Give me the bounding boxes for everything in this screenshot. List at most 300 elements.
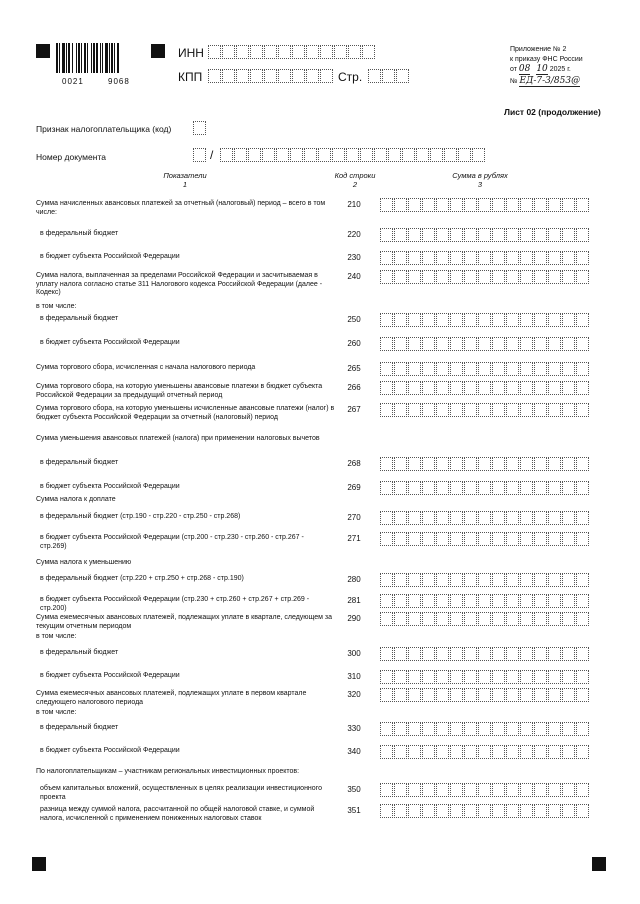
row-amount-field[interactable] — [380, 403, 590, 417]
input-cell[interactable] — [422, 612, 435, 626]
input-cell[interactable] — [304, 148, 317, 162]
input-cell[interactable] — [478, 481, 491, 495]
input-cell[interactable] — [562, 783, 575, 797]
input-cell[interactable] — [380, 481, 393, 495]
input-cell[interactable] — [492, 594, 505, 608]
input-cell[interactable] — [478, 804, 491, 818]
input-cell[interactable] — [562, 647, 575, 661]
input-cell[interactable] — [520, 573, 533, 587]
input-cell[interactable] — [534, 804, 547, 818]
input-cell[interactable] — [492, 457, 505, 471]
input-cell[interactable] — [450, 688, 463, 702]
input-cell[interactable] — [520, 381, 533, 395]
input-cell[interactable] — [506, 270, 519, 284]
input-cell[interactable] — [262, 148, 275, 162]
input-cell[interactable] — [506, 647, 519, 661]
input-cell[interactable] — [548, 612, 561, 626]
input-cell[interactable] — [450, 594, 463, 608]
input-cell[interactable] — [562, 511, 575, 525]
input-cell[interactable] — [576, 228, 589, 242]
input-cell[interactable] — [380, 783, 393, 797]
input-cell[interactable] — [562, 270, 575, 284]
input-cell[interactable] — [478, 381, 491, 395]
input-cell[interactable] — [382, 69, 395, 83]
input-cell[interactable] — [520, 251, 533, 265]
input-cell[interactable] — [236, 69, 249, 83]
input-cell[interactable] — [278, 45, 291, 59]
input-cell[interactable] — [548, 381, 561, 395]
input-cell[interactable] — [576, 251, 589, 265]
input-cell[interactable] — [408, 594, 421, 608]
input-cell[interactable] — [464, 481, 477, 495]
input-cell[interactable] — [464, 251, 477, 265]
input-cell[interactable] — [576, 783, 589, 797]
input-cell[interactable] — [408, 198, 421, 212]
input-cell[interactable] — [576, 403, 589, 417]
input-cell[interactable] — [450, 381, 463, 395]
input-cell[interactable] — [506, 532, 519, 546]
input-cell[interactable] — [422, 573, 435, 587]
input-cell[interactable] — [576, 270, 589, 284]
input-cell[interactable] — [562, 722, 575, 736]
input-cell[interactable] — [332, 148, 345, 162]
input-cell[interactable] — [562, 313, 575, 327]
input-cell[interactable] — [380, 804, 393, 818]
input-cell[interactable] — [380, 532, 393, 546]
input-cell[interactable] — [422, 313, 435, 327]
input-cell[interactable] — [548, 573, 561, 587]
input-cell[interactable] — [450, 745, 463, 759]
input-cell[interactable] — [450, 804, 463, 818]
input-cell[interactable] — [380, 745, 393, 759]
input-cell[interactable] — [422, 228, 435, 242]
input-cell[interactable] — [436, 270, 449, 284]
input-cell[interactable] — [394, 688, 407, 702]
input-cell[interactable] — [562, 228, 575, 242]
input-cell[interactable] — [548, 457, 561, 471]
input-cell[interactable] — [394, 457, 407, 471]
input-cell[interactable] — [408, 251, 421, 265]
input-cell[interactable] — [562, 532, 575, 546]
input-cell[interactable] — [402, 148, 415, 162]
input-cell[interactable] — [464, 362, 477, 376]
input-cell[interactable] — [478, 403, 491, 417]
input-cell[interactable] — [450, 313, 463, 327]
input-cell[interactable] — [478, 612, 491, 626]
input-cell[interactable] — [394, 594, 407, 608]
input-cell[interactable] — [436, 804, 449, 818]
input-cell[interactable] — [534, 362, 547, 376]
input-cell[interactable] — [576, 313, 589, 327]
input-cell[interactable] — [562, 481, 575, 495]
input-cell[interactable] — [450, 783, 463, 797]
input-cell[interactable] — [416, 148, 429, 162]
input-cell[interactable] — [380, 337, 393, 351]
input-cell[interactable] — [492, 647, 505, 661]
input-cell[interactable] — [520, 722, 533, 736]
input-cell[interactable] — [408, 457, 421, 471]
input-cell[interactable] — [464, 511, 477, 525]
input-cell[interactable] — [394, 804, 407, 818]
input-cell[interactable] — [534, 722, 547, 736]
input-cell[interactable] — [394, 251, 407, 265]
input-cell[interactable] — [292, 45, 305, 59]
input-cell[interactable] — [520, 313, 533, 327]
input-cell[interactable] — [548, 511, 561, 525]
input-cell[interactable] — [506, 381, 519, 395]
input-cell[interactable] — [380, 511, 393, 525]
kpp-field[interactable] — [208, 69, 334, 83]
input-cell[interactable] — [506, 745, 519, 759]
input-cell[interactable] — [464, 457, 477, 471]
input-cell[interactable] — [436, 381, 449, 395]
input-cell[interactable] — [548, 745, 561, 759]
input-cell[interactable] — [506, 362, 519, 376]
input-cell[interactable] — [250, 69, 263, 83]
input-cell[interactable] — [534, 783, 547, 797]
input-cell[interactable] — [478, 198, 491, 212]
row-amount-field[interactable] — [380, 804, 590, 818]
input-cell[interactable] — [548, 688, 561, 702]
input-cell[interactable] — [492, 403, 505, 417]
input-cell[interactable] — [506, 403, 519, 417]
input-cell[interactable] — [394, 362, 407, 376]
input-cell[interactable] — [422, 745, 435, 759]
input-cell[interactable] — [520, 594, 533, 608]
input-cell[interactable] — [220, 148, 233, 162]
input-cell[interactable] — [380, 457, 393, 471]
input-cell[interactable] — [492, 251, 505, 265]
input-cell[interactable] — [436, 647, 449, 661]
input-cell[interactable] — [534, 612, 547, 626]
input-cell[interactable] — [394, 403, 407, 417]
input-cell[interactable] — [492, 381, 505, 395]
page-number-field[interactable] — [368, 69, 410, 83]
input-cell[interactable] — [408, 362, 421, 376]
input-cell[interactable] — [464, 647, 477, 661]
input-cell[interactable] — [534, 337, 547, 351]
input-cell[interactable] — [576, 804, 589, 818]
input-cell[interactable] — [534, 251, 547, 265]
input-cell[interactable] — [320, 69, 333, 83]
input-cell[interactable] — [394, 228, 407, 242]
input-cell[interactable] — [436, 722, 449, 736]
input-cell[interactable] — [348, 45, 361, 59]
input-cell[interactable] — [436, 457, 449, 471]
input-cell[interactable] — [422, 457, 435, 471]
input-cell[interactable] — [394, 337, 407, 351]
input-cell[interactable] — [506, 198, 519, 212]
input-cell[interactable] — [292, 69, 305, 83]
input-cell[interactable] — [562, 457, 575, 471]
input-cell[interactable] — [394, 381, 407, 395]
input-cell[interactable] — [422, 532, 435, 546]
input-cell[interactable] — [408, 612, 421, 626]
input-cell[interactable] — [472, 148, 485, 162]
row-amount-field[interactable] — [380, 688, 590, 702]
input-cell[interactable] — [436, 511, 449, 525]
input-cell[interactable] — [534, 381, 547, 395]
input-cell[interactable] — [520, 481, 533, 495]
input-cell[interactable] — [520, 511, 533, 525]
input-cell[interactable] — [534, 532, 547, 546]
input-cell[interactable] — [562, 381, 575, 395]
input-cell[interactable] — [562, 362, 575, 376]
row-amount-field[interactable] — [380, 670, 590, 684]
input-cell[interactable] — [388, 148, 401, 162]
input-cell[interactable] — [576, 381, 589, 395]
input-cell[interactable] — [422, 670, 435, 684]
input-cell[interactable] — [520, 228, 533, 242]
input-cell[interactable] — [450, 403, 463, 417]
input-cell[interactable] — [464, 573, 477, 587]
row-amount-field[interactable] — [380, 511, 590, 525]
input-cell[interactable] — [408, 745, 421, 759]
input-cell[interactable] — [380, 647, 393, 661]
input-cell[interactable] — [394, 532, 407, 546]
input-cell[interactable] — [478, 670, 491, 684]
input-cell[interactable] — [576, 481, 589, 495]
input-cell[interactable] — [520, 612, 533, 626]
input-cell[interactable] — [408, 381, 421, 395]
input-cell[interactable] — [380, 722, 393, 736]
input-cell[interactable] — [436, 251, 449, 265]
input-cell[interactable] — [436, 532, 449, 546]
input-cell[interactable] — [534, 745, 547, 759]
row-amount-field[interactable] — [380, 745, 590, 759]
input-cell[interactable] — [478, 313, 491, 327]
input-cell[interactable] — [450, 337, 463, 351]
input-cell[interactable] — [576, 670, 589, 684]
input-cell[interactable] — [534, 403, 547, 417]
input-cell[interactable] — [534, 688, 547, 702]
input-cell[interactable] — [562, 573, 575, 587]
input-cell[interactable] — [368, 69, 381, 83]
input-cell[interactable] — [380, 612, 393, 626]
input-cell[interactable] — [276, 148, 289, 162]
input-cell[interactable] — [408, 270, 421, 284]
input-cell[interactable] — [436, 688, 449, 702]
taxpayer-sign-field[interactable] — [193, 121, 207, 135]
input-cell[interactable] — [422, 783, 435, 797]
input-cell[interactable] — [450, 511, 463, 525]
input-cell[interactable] — [548, 198, 561, 212]
input-cell[interactable] — [458, 148, 471, 162]
document-number-field[interactable] — [220, 148, 486, 162]
input-cell[interactable] — [506, 511, 519, 525]
input-cell[interactable] — [450, 670, 463, 684]
input-cell[interactable] — [520, 745, 533, 759]
input-cell[interactable] — [362, 45, 375, 59]
input-cell[interactable] — [478, 251, 491, 265]
input-cell[interactable] — [492, 783, 505, 797]
input-cell[interactable] — [576, 688, 589, 702]
input-cell[interactable] — [506, 251, 519, 265]
input-cell[interactable] — [450, 270, 463, 284]
input-cell[interactable] — [548, 481, 561, 495]
input-cell[interactable] — [576, 337, 589, 351]
input-cell[interactable] — [534, 670, 547, 684]
input-cell[interactable] — [380, 198, 393, 212]
input-cell[interactable] — [408, 573, 421, 587]
input-cell[interactable] — [422, 722, 435, 736]
input-cell[interactable] — [534, 313, 547, 327]
row-amount-field[interactable] — [380, 594, 590, 608]
input-cell[interactable] — [562, 198, 575, 212]
input-cell[interactable] — [450, 647, 463, 661]
input-cell[interactable] — [492, 573, 505, 587]
input-cell[interactable] — [492, 804, 505, 818]
document-number-prefix-field[interactable] — [193, 148, 207, 162]
row-amount-field[interactable] — [380, 270, 590, 284]
input-cell[interactable] — [492, 228, 505, 242]
input-cell[interactable] — [394, 670, 407, 684]
input-cell[interactable] — [380, 594, 393, 608]
row-amount-field[interactable] — [380, 481, 590, 495]
input-cell[interactable] — [478, 783, 491, 797]
input-cell[interactable] — [422, 270, 435, 284]
input-cell[interactable] — [450, 573, 463, 587]
input-cell[interactable] — [436, 783, 449, 797]
input-cell[interactable] — [562, 670, 575, 684]
row-amount-field[interactable] — [380, 783, 590, 797]
row-amount-field[interactable] — [380, 612, 590, 626]
input-cell[interactable] — [408, 337, 421, 351]
input-cell[interactable] — [520, 403, 533, 417]
input-cell[interactable] — [576, 745, 589, 759]
input-cell[interactable] — [478, 688, 491, 702]
input-cell[interactable] — [380, 251, 393, 265]
input-cell[interactable] — [492, 688, 505, 702]
input-cell[interactable] — [464, 722, 477, 736]
input-cell[interactable] — [436, 670, 449, 684]
row-amount-field[interactable] — [380, 457, 590, 471]
input-cell[interactable] — [548, 337, 561, 351]
input-cell[interactable] — [408, 403, 421, 417]
input-cell[interactable] — [506, 688, 519, 702]
input-cell[interactable] — [264, 69, 277, 83]
input-cell[interactable] — [193, 121, 206, 135]
input-cell[interactable] — [422, 481, 435, 495]
input-cell[interactable] — [506, 481, 519, 495]
input-cell[interactable] — [562, 612, 575, 626]
input-cell[interactable] — [576, 573, 589, 587]
input-cell[interactable] — [464, 783, 477, 797]
input-cell[interactable] — [396, 69, 409, 83]
input-cell[interactable] — [306, 45, 319, 59]
input-cell[interactable] — [394, 198, 407, 212]
input-cell[interactable] — [422, 688, 435, 702]
input-cell[interactable] — [478, 511, 491, 525]
input-cell[interactable] — [534, 573, 547, 587]
input-cell[interactable] — [464, 594, 477, 608]
input-cell[interactable] — [450, 722, 463, 736]
input-cell[interactable] — [520, 532, 533, 546]
input-cell[interactable] — [506, 612, 519, 626]
input-cell[interactable] — [464, 403, 477, 417]
input-cell[interactable] — [492, 612, 505, 626]
input-cell[interactable] — [464, 670, 477, 684]
input-cell[interactable] — [506, 457, 519, 471]
input-cell[interactable] — [534, 228, 547, 242]
input-cell[interactable] — [450, 362, 463, 376]
input-cell[interactable] — [492, 481, 505, 495]
input-cell[interactable] — [320, 45, 333, 59]
input-cell[interactable] — [430, 148, 443, 162]
input-cell[interactable] — [576, 362, 589, 376]
input-cell[interactable] — [520, 670, 533, 684]
input-cell[interactable] — [478, 270, 491, 284]
input-cell[interactable] — [534, 594, 547, 608]
input-cell[interactable] — [264, 45, 277, 59]
input-cell[interactable] — [408, 783, 421, 797]
input-cell[interactable] — [464, 381, 477, 395]
row-amount-field[interactable] — [380, 647, 590, 661]
input-cell[interactable] — [492, 511, 505, 525]
input-cell[interactable] — [576, 532, 589, 546]
input-cell[interactable] — [394, 481, 407, 495]
input-cell[interactable] — [394, 647, 407, 661]
input-cell[interactable] — [422, 594, 435, 608]
input-cell[interactable] — [548, 532, 561, 546]
input-cell[interactable] — [208, 69, 221, 83]
input-cell[interactable] — [478, 337, 491, 351]
row-amount-field[interactable] — [380, 228, 590, 242]
input-cell[interactable] — [548, 594, 561, 608]
input-cell[interactable] — [576, 511, 589, 525]
input-cell[interactable] — [436, 612, 449, 626]
input-cell[interactable] — [548, 783, 561, 797]
input-cell[interactable] — [408, 670, 421, 684]
input-cell[interactable] — [450, 481, 463, 495]
input-cell[interactable] — [562, 745, 575, 759]
input-cell[interactable] — [534, 511, 547, 525]
input-cell[interactable] — [408, 688, 421, 702]
input-cell[interactable] — [520, 270, 533, 284]
row-amount-field[interactable] — [380, 313, 590, 327]
row-amount-field[interactable] — [380, 722, 590, 736]
input-cell[interactable] — [436, 313, 449, 327]
input-cell[interactable] — [520, 337, 533, 351]
input-cell[interactable] — [478, 228, 491, 242]
input-cell[interactable] — [436, 198, 449, 212]
row-amount-field[interactable] — [380, 362, 590, 376]
input-cell[interactable] — [548, 313, 561, 327]
row-amount-field[interactable] — [380, 573, 590, 587]
input-cell[interactable] — [394, 270, 407, 284]
input-cell[interactable] — [576, 612, 589, 626]
input-cell[interactable] — [548, 670, 561, 684]
input-cell[interactable] — [548, 270, 561, 284]
input-cell[interactable] — [236, 45, 249, 59]
input-cell[interactable] — [534, 270, 547, 284]
input-cell[interactable] — [222, 69, 235, 83]
input-cell[interactable] — [534, 647, 547, 661]
input-cell[interactable] — [380, 688, 393, 702]
input-cell[interactable] — [394, 745, 407, 759]
input-cell[interactable] — [506, 722, 519, 736]
input-cell[interactable] — [380, 670, 393, 684]
input-cell[interactable] — [492, 337, 505, 351]
input-cell[interactable] — [193, 148, 206, 162]
input-cell[interactable] — [464, 228, 477, 242]
input-cell[interactable] — [408, 313, 421, 327]
input-cell[interactable] — [478, 532, 491, 546]
row-amount-field[interactable] — [380, 198, 590, 212]
input-cell[interactable] — [576, 722, 589, 736]
input-cell[interactable] — [408, 532, 421, 546]
input-cell[interactable] — [506, 783, 519, 797]
